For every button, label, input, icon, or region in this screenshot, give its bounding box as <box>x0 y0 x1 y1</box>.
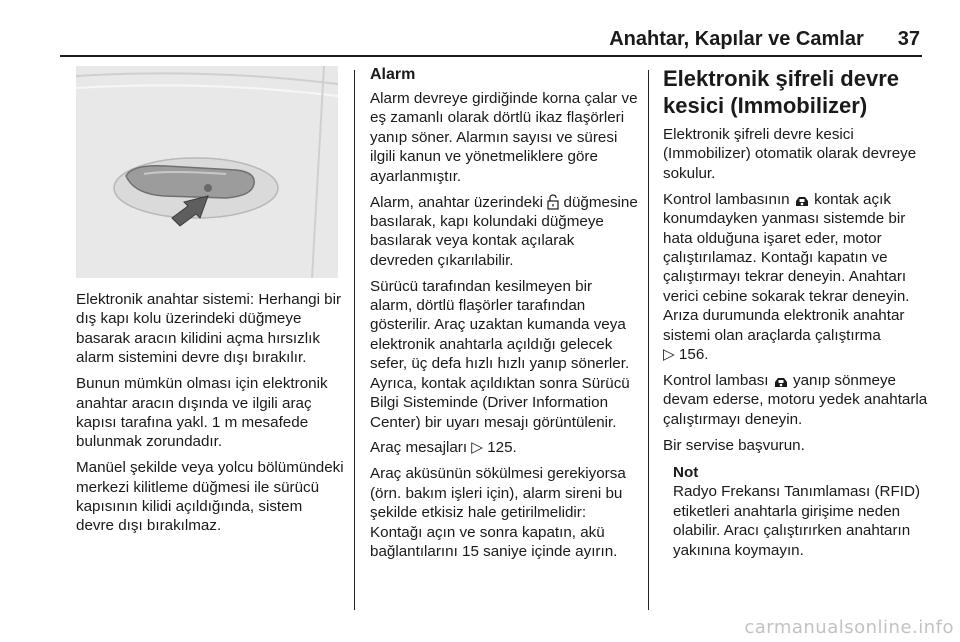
chapter-title: Anahtar, Kapılar ve Camlar <box>609 28 864 50</box>
column-divider-left <box>354 70 355 610</box>
paragraph: Kontrol lambasının kontak açık konumdayken yanması sistemde bir hata olduğuna işaret eder, motor çalıştırılamaz. Kontağı kapatın ve çalıştırmayı tekrar deneyin. Anahtarı verici cebine sokarak tekrar deneyin. Arıza durumunda elektronik anahtar sistemi olan araçlarda çalıştırma ▷ 156. <box>663 190 910 363</box>
paragraph: Elektronik anahtar sistemi: Herhangi bir dış kapı kolu üzerindeki düğmeye basarak aracın kilidini açma hırsızlık alarm sistemini devre dışı bırakılır. <box>76 291 342 367</box>
paragraph: Alarm, anahtar üzerindeki düğmesine basılarak, kapı kolundaki düğmeye basılarak veya kontak açılarak devreden çıkarılabilir. <box>370 193 638 269</box>
paragraph: Kontrol lambası yanıp sönmeye devam ederse, motoru yedek anahtarla çalıştırmayı deneyin. <box>663 371 928 428</box>
page-reference-arrow-icon: ▷ <box>663 345 675 363</box>
paragraph: Manüel şekilde veya yolcu bölümündeki merkezi kilitleme düğmesi ile sürücü kapısının kilidi açıldığında, sistem devre dışı bırakılmaz. <box>76 459 344 535</box>
paragraph: Bir servise başvurun. <box>663 436 805 454</box>
paragraph: Sürücü tarafından kesilmeyen bir alarm, dörtlü flaşörler tarafından gösterilir. Araç uzaktan kumanda veya elektronik anahtarla açıldığı gelecek sefer, üç defa hızlı hızlı yanıp sönerler. Ayrıca, kontak açıldıktan sonra Sürücü Bilgi Sisteminde (Driver Information Center) bir uyarı mesajı görüntülenir. <box>370 277 630 431</box>
immobilizer-warning-lamp-icon <box>794 195 810 207</box>
paragraph: Araç aküsünün sökülmesi gerekiyorsa (örn. bakım işleri için), alarm sireni bu şekilde etkisiz hale getirilmelidir: Kontağı açın ve sonra kapatın, akü bağlantılarını 15 saniye içinde ayırın. <box>370 465 626 560</box>
immobilizer-heading: Elektronik şifreli devre kesici (Immobilizer) <box>663 66 899 118</box>
paragraph: Bunun mümkün olması için elektronik anahtar aracın dışında ve ilgili araç kapısı tarafına yakl. 1 m mesafede bulunmak zorundadır. <box>76 375 328 451</box>
paragraph: Alarm devreye girdiğinde korna çalar ve eş zamanlı olarak dörtlü ikaz flaşörleri yanıp söner. Alarmın sayısı ve süresi ilgili kanun ve yönetmeliklere göre ayarlanmıştır. <box>370 90 638 185</box>
right-column <box>663 65 931 560</box>
door-handle-illustration <box>76 66 338 278</box>
note-text: Radyo Frekansı Tanımlaması (RFID) etiketleri anahtarla girişime neden olabilir. Aracı çalıştırırken anahtarın yakınına koymayın. <box>673 483 921 559</box>
page-reference[interactable]: 156. <box>678 345 709 363</box>
header-rule <box>60 55 922 57</box>
left-column <box>76 290 344 542</box>
door-handle-drawing <box>76 66 338 278</box>
column-divider-right <box>648 70 649 610</box>
paragraph: Elektronik şifreli devre kesici (Immobilizer) otomatik olarak devreye sokulur. <box>663 126 917 182</box>
page-header <box>60 28 920 56</box>
middle-column <box>370 65 638 568</box>
note-title: Not <box>673 464 699 481</box>
page-reference-arrow-icon: ▷ <box>471 439 483 457</box>
note-box <box>673 463 931 560</box>
immobilizer-warning-lamp-icon <box>773 376 789 388</box>
page-reference[interactable]: 125. <box>487 439 517 457</box>
watermark: carmanualsonline.info <box>744 617 954 638</box>
alarm-heading: Alarm <box>370 66 416 83</box>
page-number: 37 <box>897 28 920 50</box>
unlock-icon <box>547 194 559 210</box>
paragraph: Araç mesajları ▷ 125. <box>370 439 517 457</box>
